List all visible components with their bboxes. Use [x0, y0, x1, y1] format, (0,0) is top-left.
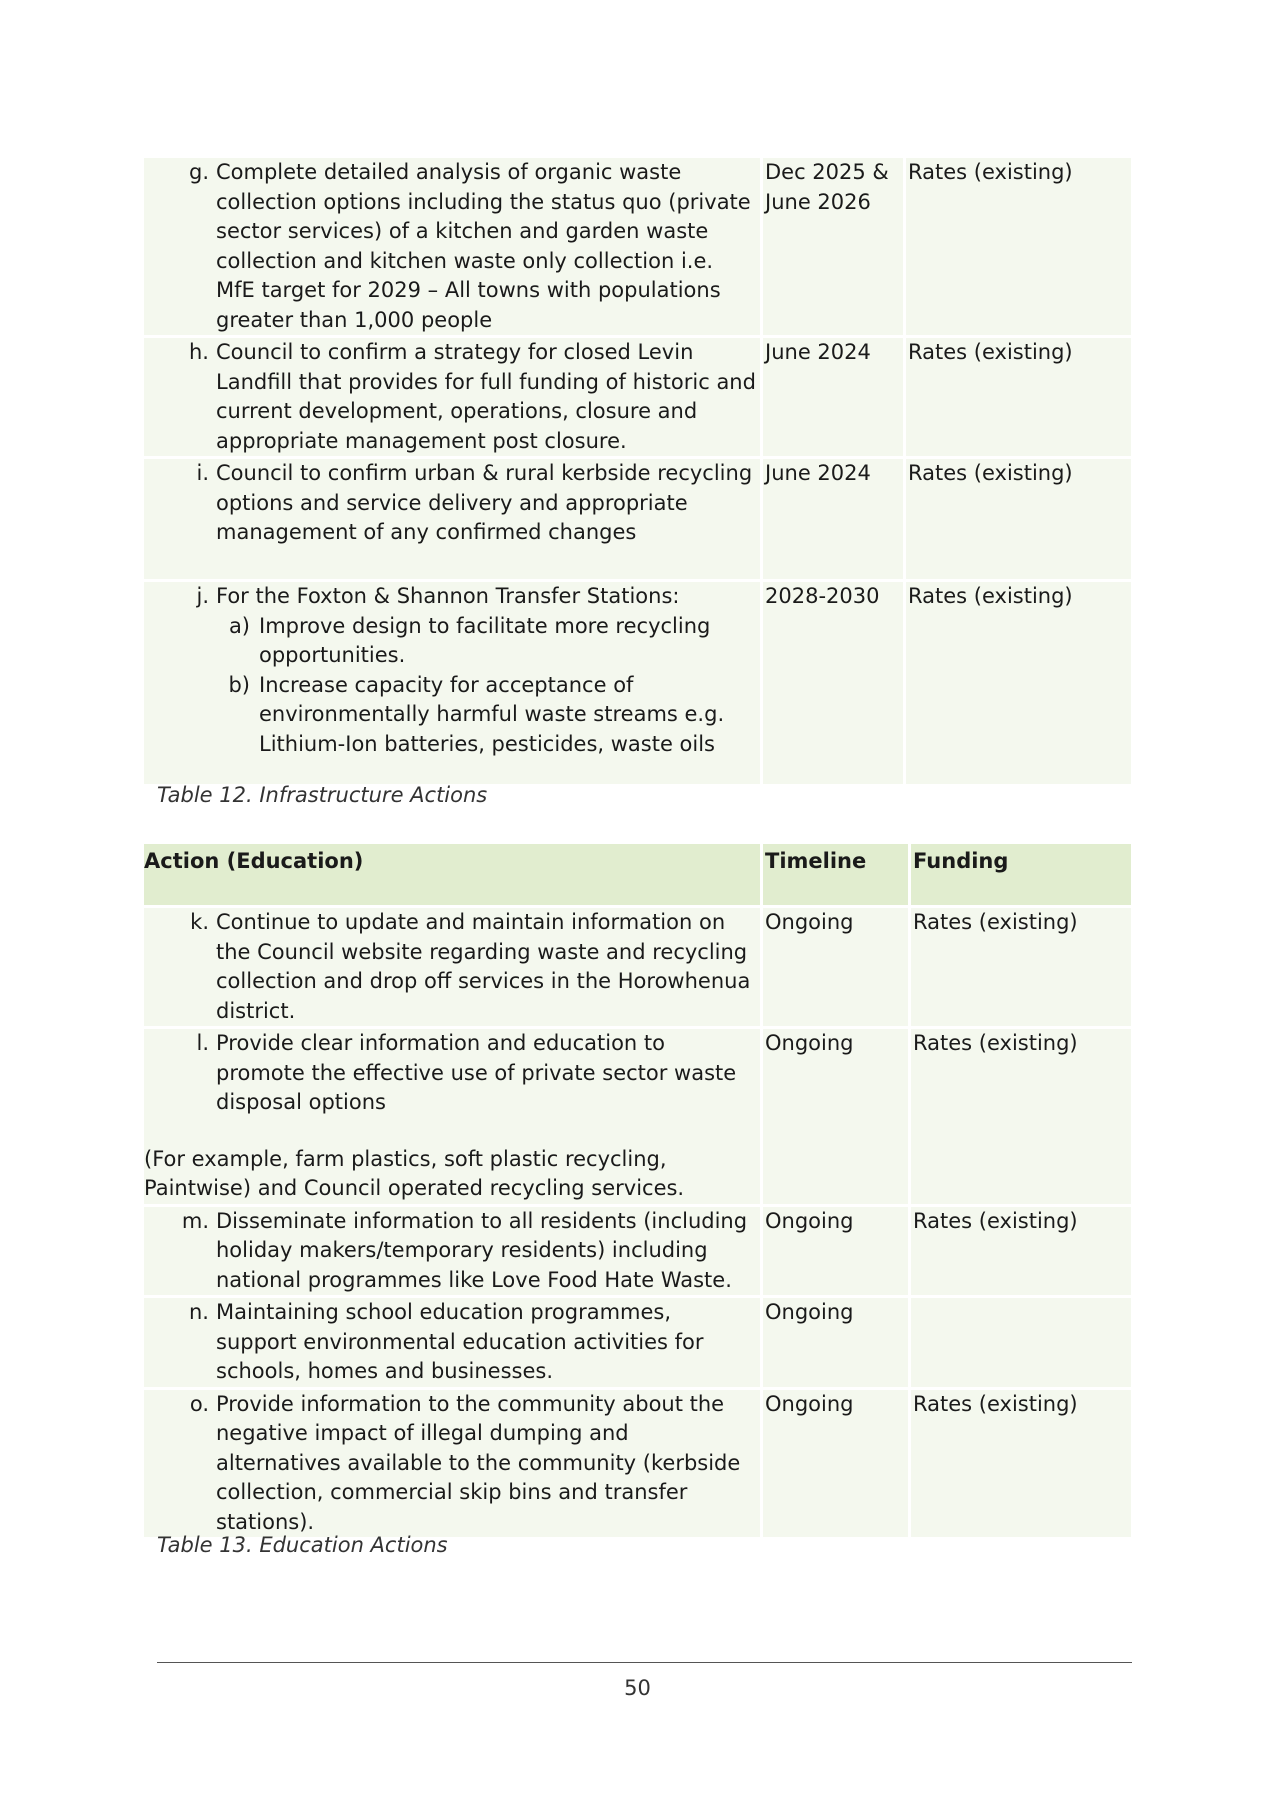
table-caption: Table 12. Infrastructure Actions [157, 783, 488, 807]
action-cell [144, 158, 760, 335]
table-caption: Table 13. Education Actions [157, 1533, 448, 1557]
table-row [144, 908, 1131, 1026]
sub-item [216, 671, 756, 760]
sub-item-text: Increase capacity for acceptance of environmentally harmful waste streams e.g. Lithium-Ion batteries, pesticides, waste oils [259, 672, 725, 756]
action-cell [144, 1390, 760, 1538]
timeline-cell: Ongoing [763, 1029, 908, 1204]
action-cell [144, 1029, 760, 1204]
funding-cell: Rates (existing) [906, 158, 1131, 335]
action-cell [144, 582, 760, 784]
funding-cell [911, 1298, 1131, 1387]
header-funding: Funding [911, 844, 1131, 905]
table-row [144, 459, 1131, 579]
footer-divider [157, 1662, 1132, 1663]
funding-cell: Rates (existing) [911, 1390, 1131, 1538]
table-row [144, 582, 1131, 784]
item-label: h. [189, 340, 209, 364]
funding-cell: Rates (existing) [906, 582, 1131, 784]
item-label: m. [181, 1208, 209, 1233]
sub-item-label: b) [228, 672, 250, 697]
timeline-cell: Ongoing [763, 1298, 908, 1387]
item-label: i. [196, 461, 209, 485]
action-text: Maintaining school education programmes, support environmental education activities for schools, homes and businesses. [216, 1300, 704, 1383]
funding-cell: Rates (existing) [911, 1207, 1131, 1296]
table-row [144, 1390, 1131, 1538]
infrastructure-actions-table [141, 155, 1134, 787]
action-text: Continue to update and maintain information on the Council website regarding waste and recycling collection and drop off services in the Horowhenua district. [216, 910, 751, 1023]
item-label: n. [189, 1300, 209, 1324]
item-label: g. [188, 160, 209, 184]
sub-item-text: Improve design to facilitate more recycling opportunities. [259, 613, 711, 667]
item-label: o. [189, 1391, 209, 1416]
action-text: Council to confirm urban & rural kerbside recycling options and service delivery and appropriate management of any confirmed changes [216, 461, 753, 544]
action-text: Provide clear information and education to promote the effective use of private sector waste disposal options [216, 1031, 737, 1114]
table-row [144, 1029, 1131, 1204]
timeline-cell: 2028-2030 [763, 582, 903, 784]
timeline-cell: Ongoing [763, 1207, 908, 1296]
sub-item-label: a) [228, 613, 250, 638]
action-text: Provide information to the community about the negative impact of illegal dumping and alternatives available to the community (kerbside collection, commercial skip bins and transfer stations). [216, 1391, 741, 1534]
timeline-cell: June 2024 [763, 459, 903, 579]
table-row [144, 158, 1131, 335]
action-cell [144, 1207, 760, 1296]
action-text: For the Foxton & Shannon Transfer Stations: [216, 584, 680, 608]
timeline-cell: June 2024 [763, 338, 903, 456]
action-text: Complete detailed analysis of organic waste collection options including the status quo (private sector services) of a kitchen and garden waste collection and kitchen waste only collection i.e. MfE target for 2029 – All towns with populations greater than 1,000 people [216, 160, 751, 332]
item-label: j. [196, 584, 209, 608]
table-row [144, 1207, 1131, 1296]
sub-item [216, 612, 756, 671]
action-cell [144, 338, 760, 456]
timeline-cell: Ongoing [763, 1390, 908, 1538]
funding-cell: Rates (existing) [906, 338, 1131, 456]
action-cell [144, 459, 760, 579]
action-cell [144, 1298, 760, 1387]
action-note: (For example, farm plastics, soft plastic recycling, Paintwise) and Council operated recycling services. [144, 1146, 685, 1200]
table-header-row [144, 844, 1131, 905]
action-text: Council to confirm a strategy for closed Levin Landfill that provides for full funding of historic and current development, operations, closure and appropriate management post closure. [216, 340, 756, 453]
funding-cell: Rates (existing) [906, 459, 1131, 579]
action-text: Disseminate information to all residents (including holiday makers/temporary residents) including national programmes like Love Food Hate Waste. [216, 1208, 748, 1292]
table-row [144, 1298, 1131, 1387]
funding-cell: Rates (existing) [911, 1029, 1131, 1204]
timeline-cell: Ongoing [763, 908, 908, 1026]
table-row [144, 338, 1131, 456]
page-number: 50 [624, 1676, 651, 1700]
header-timeline: Timeline [763, 844, 908, 905]
education-actions-table [141, 841, 1134, 1540]
action-cell [144, 908, 760, 1026]
timeline-cell: Dec 2025 & June 2026 [763, 158, 903, 335]
item-label: k. [190, 910, 209, 934]
header-action: Action (Education) [144, 844, 760, 905]
item-label: l. [196, 1031, 209, 1055]
funding-cell: Rates (existing) [911, 908, 1131, 1026]
